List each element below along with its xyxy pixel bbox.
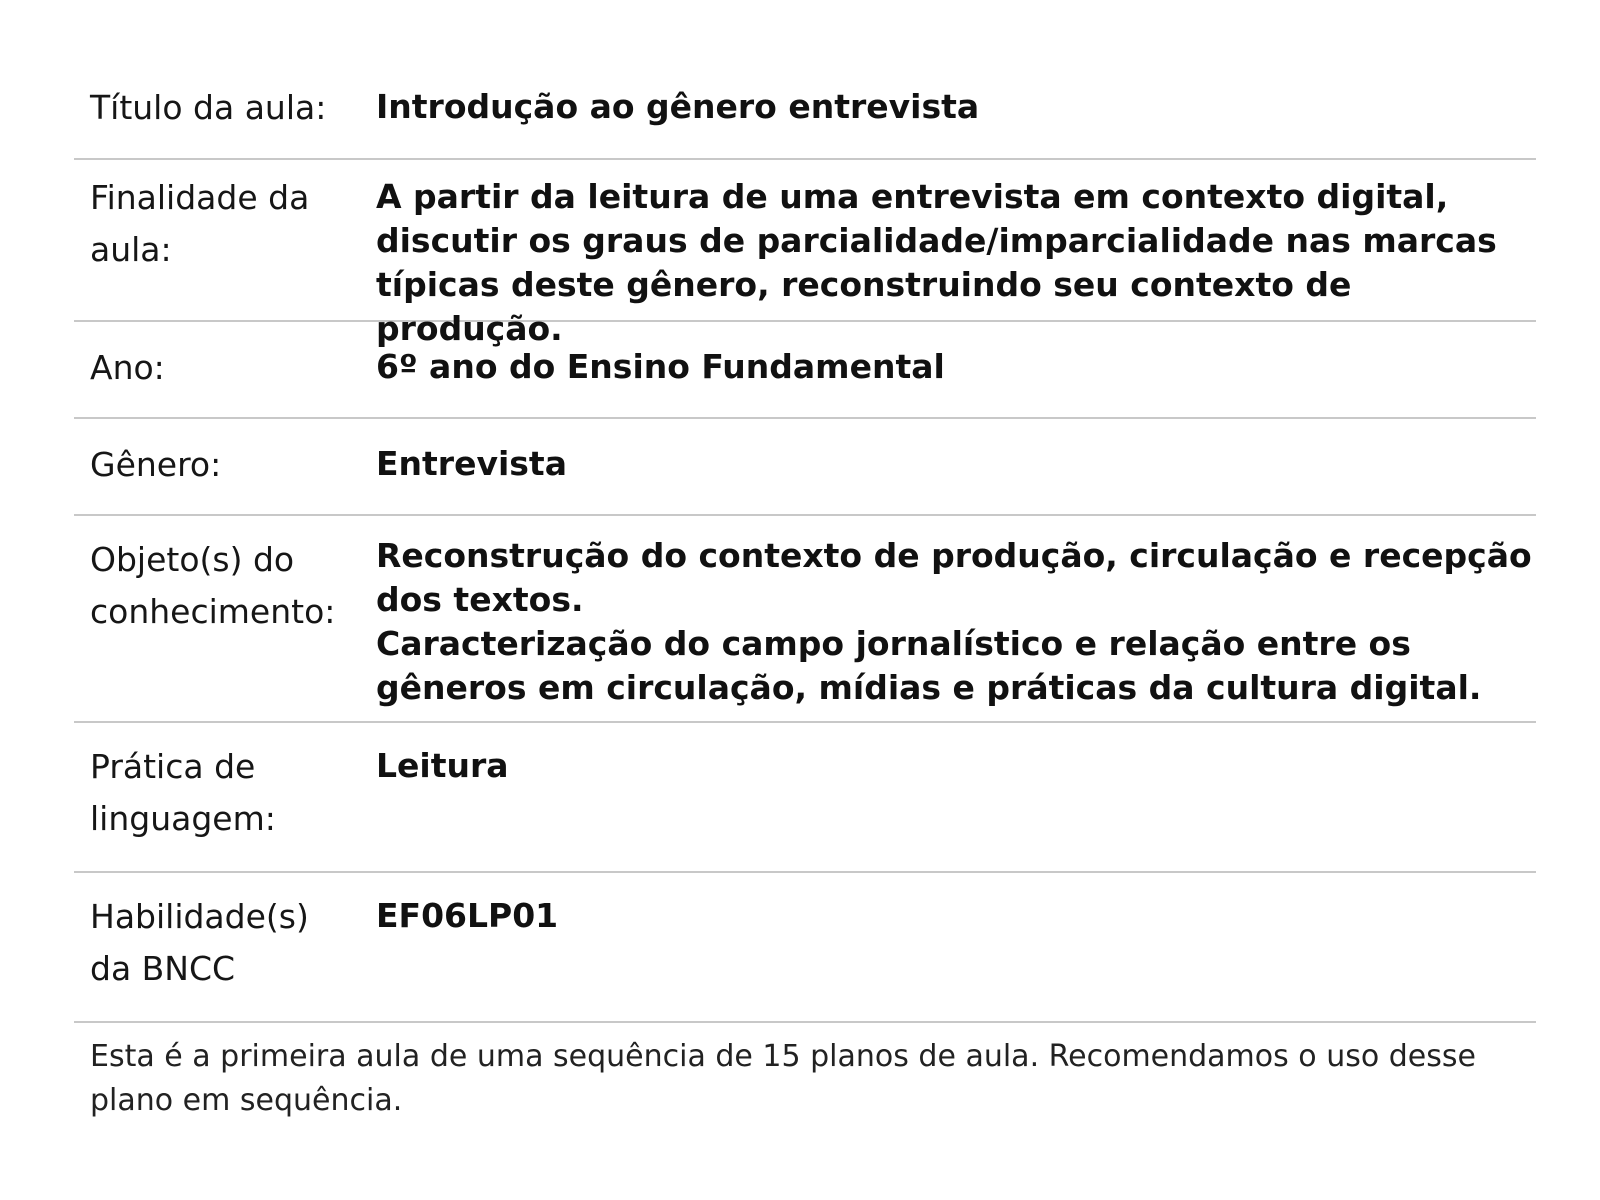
row-value — [376, 534, 1536, 721]
row-value — [376, 82, 1536, 158]
row-label: Gênero: — [90, 445, 222, 484]
value-line: dos textos. — [376, 580, 584, 619]
row-finalidade-da-aula — [74, 160, 1536, 348]
value-line: 6º ano do Ensino Fundamental — [376, 347, 945, 386]
row-value — [376, 741, 1536, 871]
value-line: típicas deste gênero, reconstruindo seu contexto de produção. — [376, 265, 1352, 348]
value-line: discutir os graus de parcialidade/imparcialidade nas marcas — [376, 221, 1497, 260]
row-objeto-do-conhecimento — [74, 516, 1536, 723]
sequence-note: Esta é a primeira aula de uma sequência de 15 planos de aula. Recomendamos o uso desse plano em sequência. — [90, 1039, 1476, 1118]
row-titulo-da-aula — [74, 62, 1536, 160]
row-value — [376, 342, 1536, 417]
value-line: A partir da leitura de uma entrevista em contexto digital, — [376, 177, 1449, 216]
value-line: Entrevista — [376, 444, 567, 483]
row-genero — [74, 419, 1536, 516]
row-value — [376, 891, 1536, 1021]
row-label: Prática de linguagem: — [90, 747, 276, 838]
value-line: Caracterização do campo jornalístico e relação entre os — [376, 624, 1411, 663]
lesson-plan-table — [74, 62, 1536, 1123]
row-label: Objeto(s) do conhecimento: — [90, 540, 336, 631]
row-value — [376, 172, 1536, 348]
row-habilidade-da-bncc — [74, 873, 1536, 1023]
row-label: Habilidade(s) da BNCC — [90, 897, 309, 988]
value-line: EF06LP01 — [376, 896, 559, 935]
value-line: Introdução ao gênero entrevista — [376, 87, 980, 126]
row-value — [376, 439, 1536, 514]
value-line: Leitura — [376, 746, 509, 785]
row-label: Finalidade da aula: — [90, 178, 310, 269]
row-pratica-de-linguagem — [74, 723, 1536, 873]
row-label: Ano: — [90, 348, 165, 387]
value-line: Reconstrução do contexto de produção, circulação e recepção — [376, 536, 1532, 575]
value-line: gêneros em circulação, mídias e práticas da cultura digital. — [376, 668, 1482, 707]
row-label: Título da aula: — [90, 88, 327, 127]
